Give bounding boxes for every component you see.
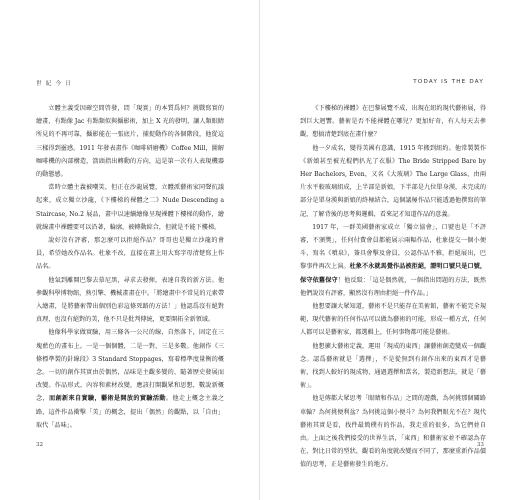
left-page-body — [36, 102, 224, 432]
paragraph: 他想要讓大眾知道，藝術不是只能存在美術館，藝術不能完全規範，現代藝術的任何作品可以做為藝術的可能，形成一種方式，任何人都可以是藝術家，都選輯上，任何事物都可能是藝術。 — [300, 303, 486, 337]
paragraph: 立體主義受因確空間啓發，問「現實」的本質爲何？挑戰寫實的繪畫，有點像 Jac 有點類似與攝影術，加上 X 光的發明，讓人類眼睛所見的不再可靠，攝影能在一張底片，捕捉動作的各個階段，他從這三樣得到靈感。1911 年發表畫作《咖啡研磨機》Coffee Mill，圖解咖啡機的內部構造，箭頭指出轉動的方向，這是第一次有人表現機器的動態感。 — [36, 105, 224, 179]
paragraph: 他一夕成名，變得美國有意識，1915 年搬到紐約。他常製製作《新娘甚至被光棍們扒光了衣服》The Bride Stripped Bare by Her Bachelors, Even，又名《大玻璃》The Large Glass，由兩片水平較玻璃組成，上半部是新娘，下半部是九位單身漢，未完成的部分是單身漢與新娘的終極結合，這個議極作品只能透過他撰寫的筆記，了解背後的思考與邏輯，看來記才知道作品的意義。 — [300, 144, 486, 218]
paragraph: 說好沒有評審，那怎麼可以拒絕作品？哥哥也是獨立沙龍的會員，希望她改作品名。杜象不改，直接在畫上用大寫字母清楚寫上作品名。 — [36, 237, 224, 271]
page-number-left: 32 — [36, 442, 44, 448]
paragraph: 他像科學家做實驗，用三條各一公尺的線，自然落下，固定在三塊藍色的畫布上。一是一個個體，二是一對，三是多數。他創作《三條標準製的針線段》3 Standard Stoppages，寫着標準度量衡的概念。一切的創作其實由於偶然，品味是主觀多變的，隨著歷史發展而改變。作品形式、內容和素材改變，應該打開觀眾和思想，數說新概念，而創新來自實驗，藝術是開放的實驗活動。他走上概念主義之路，這件作品衝擊「美」的概念，提出「偶然」的觀點，以「自由」取代「品味」。 — [36, 329, 224, 429]
paragraph: 他氣到離開巴黎去慕尼黑，尋求去發揮，表達自我的新方法。他參觀科學博物館，熟引擎、機械畫畫在中。「將繪畫中不常見的元素帶入繪畫，是將藝術帶出個別色彩這條死路的方法！」他認爲沒有絕對真理，也沒有絕對的美，他不只是批判傳統，更要開拓全新領域。 — [36, 276, 224, 324]
page-number-right: 33 — [476, 442, 484, 448]
paragraph: 他想擴大藝術定義，運用「現成的東西」讓藝術創造變成一個觀念。認爲藝術就是「選擇」，不是從無到有創作出來的東西才是藝術，找到人較好的現成物，通過選擇和當名，製造新想法，就是「藝術」。 — [300, 342, 486, 390]
running-head-right: TODAY IS THE DAY — [413, 79, 484, 85]
paragraph: 他是傳都大眾思考「眼睛和作品」之間的遊戲，為何挑那個關路車輪？為何挑便利盆？為何挑這個小便斗？為何我們眼光不在？現代藝術其實是看，找件最簡樸有的作品，我走重的很多，為它們並自由。上面之後我們接受的世界生活，「東西」和藝術家並不確認為存在，對比日常的型狀，觀看的角度就改變而不同了，那麼重新作品價值的思考，正是藝術發生的地方。 — [300, 395, 486, 469]
right-page — [260, 0, 520, 500]
paragraph: 《下樓梯的裸體》在巴黎展覽不成，出現在紐約現代藝術展，得到巨大迴響。藝術是否不能裸體在哪兒？更加好奇，有人每天去參觀，想搞清楚到底在畫什麼？ — [300, 105, 486, 139]
paragraph: 當時立體主義被嘲笑，但正在沙龍展覽，立體派藝術家同聲抗議起來，成立獨立沙龍，《下樓梯的裸體之二》Nude Descending a Staircase, No.2 展品，畫中以速續繪像呈現裸體下樓梯的動作，繪就線畫中裸體要可以沿著，輪廓，被轉動綜合，但就是不能下樓梯。 — [36, 184, 224, 231]
running-head-left: 世 紀 今 日 — [36, 81, 73, 87]
right-page-body — [300, 102, 486, 472]
emphasized-text: 杜象不永就馬覺作品被拒絕，證明口號只是口號，保守依舊保守 — [300, 263, 486, 284]
emphasized-text: 而創新來自實驗，藝術是開放的實驗活動 — [49, 395, 166, 403]
paragraph: 1917 年，一群美國藝術家成立「獨立協會」，口號也是「不評審，不頒獎」，任何付費會員都能展示兩幅作品，杜象提交一個小便斗，寫名《噴泉》，簽具會擊及會員，公認作品不雅，拒絕展出，巴黎事件再次上演。杜象不永就馬覺作品被拒絕，證明口號只是口號，保守依舊保守！他反駁：「這是偶然就，一個指出問題的方法，既然他們說沒有評審，顯然沒有理由拒絕一件作品。」 — [300, 223, 486, 297]
